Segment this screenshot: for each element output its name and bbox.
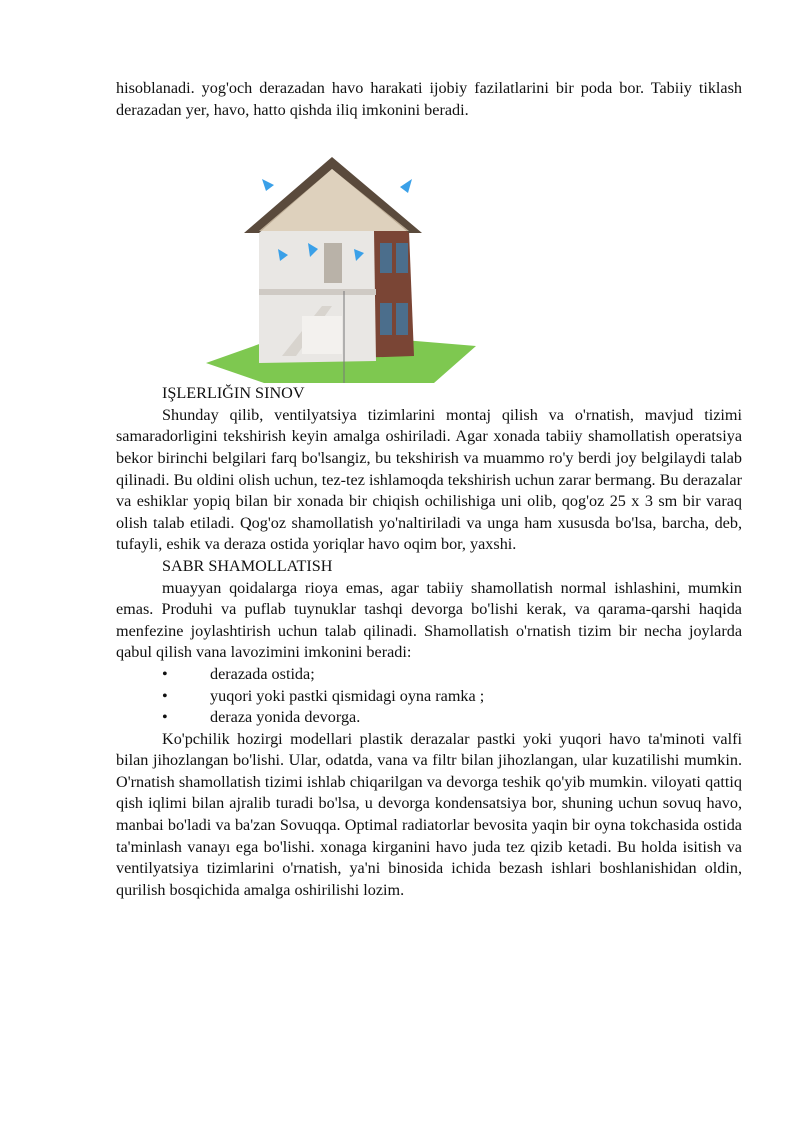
bullet-icon: •	[162, 664, 168, 683]
list-item: • derazada ostida;	[116, 664, 742, 686]
bullet-list	[116, 664, 742, 729]
floor-slab	[259, 289, 376, 295]
interior-door	[324, 243, 342, 283]
list-item: • yuqori yoki pastki qismidagi oyna ramka ;	[116, 686, 742, 708]
window	[380, 303, 392, 335]
document-page	[116, 78, 742, 901]
airflow-arrow-icon	[262, 179, 274, 191]
attic	[259, 169, 409, 231]
window	[396, 303, 408, 335]
section-paragraph: Shunday qilib, ventilyatsiya tizimlarini montaj qilish va o'rnatish, mavjud tizimi samaradorligini tekshirish keyin amalga oshiriladi. Agar xonada tabiiy shamollatish operatsiya bekor birinchi belgilari farq bo'lsangiz, bu tekshirish va muammo ro'y berdi joy belgilaydi talab qilinadi. Bu oldini olish uchun, tez-tez ishlamoqda tekshirish uchun zarar bermang. Bu derazalar va eshiklar yopiq bilan bir xonada bir chiqish ochilishiga uni olib, qog'oz 25 x 3 sm bir varaq olish talab etiladi. Qog'oz shamollatish yo'naltiriladi va unga ham xususda bo'lsa, barcha, deb, tufayli, eshik va deraza ostida yoriqlar havo oqim bor, yaxshi.	[116, 405, 742, 554]
bullet-icon: •	[162, 708, 168, 727]
closing-paragraph: Ko'pchilik hozirgi modellari plastik derazalar pastki yoki yuqori havo ta'minoti valfi bilan jihozlangan bo'lishi. Ular, odatda, vana va filtr bilan jihozlangan, ular kuzatilishi mumkin. O'rnatish shamollatish tizimi ishlab chiqarilgan va devorga teshik qo'yib mumkin. viloyati qattiq qish iqlimi bilan ajralib turadi bo'lsa, u devorga kondensatsiya bor, shuning uchun sovuq havo, manbai bo'ladi va ba'zan Sovuqqa. Optimal radiatorlar bevosita yaqin bir oyna tokchasida ostida ta'minlash vanayı ega bo'lishi. xonaga kirganini havo juda tez qizib ketadi. Bu holda isitish va ventilyatsiya tizimlarini o'rnatish, ya'ni binosida ichida bezash ishlari boshlanishidan oldin, qurilish bosqichida amalga oshirilishi lozim.	[116, 729, 742, 899]
house-ventilation-figure	[116, 121, 742, 383]
intro-paragraph: hisoblanadi. yog'och derazadan havo harakati ijobiy fazilatlarini bir poda bor. Tabiiy tiklash derazadan yer, havo, hatto qishda iliq imkonini beradi.	[116, 79, 742, 119]
bullet-icon: •	[162, 686, 168, 705]
section-paragraph: muayyan qoidalarga rioya emas, agar tabiiy shamollatish normal ishlashini, mumkin emas. Produhi va puflab tuynuklar tashqi devorga bo'lishi kerak, va qarama-qarshi haqida menfezine joylashtirish uchun talab qilinadi. Shamollatish o'rnatish tizim bir necha joylarda qabul qilish vana lavozimini imkonini beradi:	[116, 578, 742, 662]
window	[396, 243, 408, 273]
furniture	[302, 316, 342, 354]
window	[380, 243, 392, 273]
section-heading: IŞLERLIĞIN SINOV	[162, 384, 305, 403]
house-ventilation-illustration	[204, 121, 494, 383]
section-heading: SABR SHAMOLLATISH	[162, 556, 333, 575]
airflow-arrow-icon	[400, 179, 412, 193]
list-item: • deraza yonida devorga.	[116, 707, 742, 729]
